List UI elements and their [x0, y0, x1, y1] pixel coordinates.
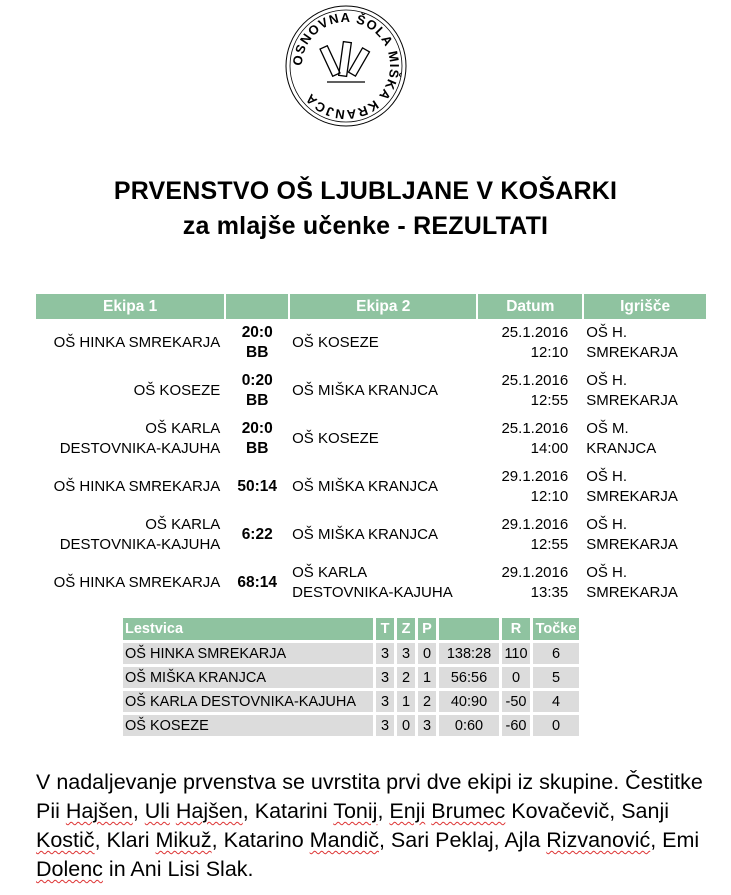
- score-cell: [226, 319, 288, 367]
- page-subtitle: za mlajše učenke - REZULTATI: [182, 212, 549, 240]
- header-team1: Ekipa 1: [36, 294, 224, 319]
- score-cell-line: BB: [246, 344, 269, 361]
- paragraph-text: , Sari Peklaj, Ajla: [378, 828, 547, 852]
- spellcheck-word: Hajšen: [175, 799, 243, 823]
- score-cell: [226, 559, 288, 607]
- team2-cell: [290, 415, 476, 463]
- standings-value-cell: 3: [418, 715, 436, 736]
- table-row: [36, 511, 706, 559]
- paragraph-text: , Klari: [94, 828, 156, 852]
- date-cell: [478, 463, 582, 511]
- standings-value-cell: 0: [533, 715, 579, 736]
- page-title: PRVENSTVO OŠ LJUBLJANE V KOŠARKI: [113, 177, 618, 205]
- venue-cell-line: KRANJCA: [586, 440, 657, 457]
- standings-row: [123, 715, 579, 736]
- date-cell-line: 12:10: [530, 488, 569, 505]
- standings-value-cell: 3: [376, 643, 394, 664]
- standings-value-cell: 1: [418, 667, 436, 688]
- score-cell-line: 68:14: [237, 574, 278, 591]
- standings-team-cell: OŠ KOSEZE: [123, 715, 373, 736]
- header-team2: Ekipa 2: [290, 294, 476, 319]
- spellcheck-word: Kostič: [36, 828, 95, 852]
- table-row: [36, 463, 706, 511]
- spellcheck-word: Mandič: [309, 828, 379, 852]
- score-cell-line: 6:22: [241, 526, 273, 543]
- standings-team-cell: OŠ HINKA SMREKARJA: [123, 643, 373, 664]
- standings-header-cell: R: [502, 618, 530, 640]
- standings-value-cell: 0: [502, 667, 530, 688]
- team1-cell-line: OŠ KARLA: [145, 420, 221, 437]
- standings-value-cell: -60: [502, 715, 530, 736]
- team2-cell: [290, 511, 476, 559]
- team2-cell-line: OŠ KOSEZE: [292, 430, 379, 447]
- date-cell-line: 12:55: [530, 392, 569, 409]
- results-table: [34, 294, 708, 607]
- score-cell-line: 20:0: [241, 420, 273, 437]
- school-logo: [283, 4, 409, 128]
- venue-cell: [584, 559, 706, 607]
- date-cell: [478, 367, 582, 415]
- venue-cell-line: SMREKARJA: [586, 488, 678, 505]
- score-cell: [226, 415, 288, 463]
- score-cell: [226, 511, 288, 559]
- team1-cell: [36, 415, 224, 463]
- team1-cell-line: DESTOVNIKA-KAJUHA: [59, 536, 221, 553]
- date-cell: [478, 511, 582, 559]
- team2-cell: [290, 367, 476, 415]
- spellcheck-word: Rizvanović: [546, 828, 651, 852]
- paragraph-text: in Ani Lisi Slak.: [102, 857, 254, 881]
- team1-cell: [36, 367, 224, 415]
- standings-value-cell: 0: [418, 643, 436, 664]
- date-cell-line: 25.1.2016: [501, 420, 569, 437]
- standings-value-cell: 56:56: [439, 667, 499, 688]
- team1-cell: [36, 559, 224, 607]
- date-cell-line: 25.1.2016: [501, 372, 569, 389]
- date-cell: [478, 559, 582, 607]
- team2-cell-line: OŠ KOSEZE: [292, 334, 379, 351]
- paragraph-text: Kovačevič, Sanji: [505, 799, 670, 823]
- paragraph-text: ,: [377, 799, 390, 823]
- venue-cell: [584, 367, 706, 415]
- venue-cell-line: SMREKARJA: [586, 392, 678, 409]
- venue-cell-line: SMREKARJA: [586, 584, 678, 601]
- standings-header-cell: P: [418, 618, 436, 640]
- venue-cell-line: OŠ H.: [586, 468, 628, 485]
- team1-cell-line: OŠ HINKA SMREKARJA: [53, 574, 221, 591]
- score-cell-line: BB: [246, 392, 269, 409]
- venue-cell-line: SMREKARJA: [586, 536, 678, 553]
- venue-cell-line: SMREKARJA: [586, 344, 678, 361]
- team1-cell-line: DESTOVNIKA-KAJUHA: [59, 440, 221, 457]
- table-row: [36, 559, 706, 607]
- paragraph-text: , Emi: [650, 828, 700, 852]
- team1-cell-line: OŠ KOSEZE: [133, 382, 221, 399]
- standings-value-cell: 1: [397, 691, 415, 712]
- team2-cell-line: OŠ KARLA: [292, 564, 368, 581]
- score-cell: [226, 463, 288, 511]
- header-venue: Igrišče: [584, 294, 706, 319]
- paragraph-text: V nadaljevanje prvenstva se uvrstita prvi dve ekipi iz skupine. Čestitke Pii: [36, 770, 703, 823]
- team2-cell: [290, 463, 476, 511]
- score-cell-line: 20:0: [241, 324, 273, 341]
- table-row: [36, 415, 706, 463]
- score-cell-line: 50:14: [237, 478, 278, 495]
- standings-team-cell: OŠ MIŠKA KRANJCA: [123, 667, 373, 688]
- spellcheck-word: Mikuž: [155, 828, 212, 852]
- standings-row: [123, 691, 579, 712]
- date-cell-line: 12:10: [530, 344, 569, 361]
- venue-cell-line: OŠ H.: [586, 564, 628, 581]
- standings-value-cell: 3: [376, 691, 394, 712]
- venue-cell-line: OŠ H.: [586, 516, 628, 533]
- standings-value-cell: 0:60: [439, 715, 499, 736]
- date-cell-line: 29.1.2016: [501, 516, 569, 533]
- standings-value-cell: 2: [418, 691, 436, 712]
- spellcheck-word: Uli: [144, 799, 170, 823]
- standings-row: [123, 667, 579, 688]
- standings-header-cell: [439, 618, 499, 640]
- team2-cell-line: OŠ MIŠKA KRANJCA: [292, 478, 438, 495]
- standings-value-cell: 6: [533, 643, 579, 664]
- team1-cell-line: OŠ HINKA SMREKARJA: [53, 334, 221, 351]
- standings-header-cell: T: [376, 618, 394, 640]
- date-cell-line: 12:55: [530, 536, 569, 553]
- spellcheck-word: Enji: [389, 799, 426, 823]
- standings-value-cell: 40:90: [439, 691, 499, 712]
- standings-value-cell: 0: [397, 715, 415, 736]
- team2-cell-line: OŠ MIŠKA KRANJCA: [292, 382, 438, 399]
- congratulations-paragraph: [36, 768, 716, 884]
- venue-cell-line: OŠ H.: [586, 372, 628, 389]
- date-cell-line: 29.1.2016: [501, 468, 569, 485]
- results-header-row: [36, 294, 706, 319]
- date-cell-line: 14:00: [530, 440, 569, 457]
- venue-cell: [584, 511, 706, 559]
- standings-header-cell: Z: [397, 618, 415, 640]
- date-cell: [478, 415, 582, 463]
- venue-cell: [584, 319, 706, 367]
- standings-value-cell: 3: [376, 715, 394, 736]
- standings-value-cell: 3: [397, 643, 415, 664]
- standings-table: [120, 615, 582, 739]
- date-cell: [478, 319, 582, 367]
- team2-cell: [290, 319, 476, 367]
- standings-value-cell: 3: [376, 667, 394, 688]
- table-row: [36, 319, 706, 367]
- venue-cell: [584, 463, 706, 511]
- standings-value-cell: 138:28: [439, 643, 499, 664]
- paragraph-text: ,: [132, 799, 145, 823]
- score-cell: [226, 367, 288, 415]
- team1-cell: [36, 511, 224, 559]
- team1-cell: [36, 319, 224, 367]
- header-date: Datum: [478, 294, 582, 319]
- date-cell-line: 13:35: [530, 584, 569, 601]
- team2-cell-line: DESTOVNIKA-KAJUHA: [292, 584, 453, 601]
- paragraph-text: , Katarino: [211, 828, 310, 852]
- date-cell-line: 29.1.2016: [501, 564, 569, 581]
- venue-cell: [584, 415, 706, 463]
- score-cell-line: 0:20: [241, 372, 273, 389]
- table-row: [36, 367, 706, 415]
- spellcheck-word: Dolenc: [36, 857, 103, 881]
- team2-cell: [290, 559, 476, 607]
- header-score: [226, 294, 288, 319]
- paragraph-text: , Katarini: [242, 799, 334, 823]
- standings-row: [123, 643, 579, 664]
- standings-value-cell: 4: [533, 691, 579, 712]
- standings-header-cell: Lestvica: [123, 618, 373, 640]
- svg-text:OSNOVNA ŠOLA MIŠKA KRANJCA: OSNOVNA ŠOLA MIŠKA KRANJCA: [289, 9, 403, 123]
- team1-cell-line: OŠ HINKA SMREKARJA: [53, 478, 221, 495]
- team1-cell-line: OŠ KARLA: [145, 516, 221, 533]
- standings-value-cell: 5: [533, 667, 579, 688]
- venue-cell-line: OŠ H.: [586, 324, 628, 341]
- standings-header-cell: Točke: [533, 618, 579, 640]
- spellcheck-word: Hajšen: [65, 799, 133, 823]
- spellcheck-word: Tonij: [333, 799, 378, 823]
- standings-value-cell: 2: [397, 667, 415, 688]
- date-cell-line: 25.1.2016: [501, 324, 569, 341]
- standings-value-cell: 110: [502, 643, 530, 664]
- standings-team-cell: OŠ KARLA DESTOVNIKA-KAJUHA: [123, 691, 373, 712]
- score-cell-line: BB: [246, 440, 269, 457]
- standings-header-row: [123, 618, 579, 640]
- spellcheck-word: Brumec: [431, 799, 506, 823]
- team2-cell-line: OŠ MIŠKA KRANJCA: [292, 526, 438, 543]
- team1-cell: [36, 463, 224, 511]
- venue-cell-line: OŠ M.: [586, 420, 629, 437]
- standings-value-cell: -50: [502, 691, 530, 712]
